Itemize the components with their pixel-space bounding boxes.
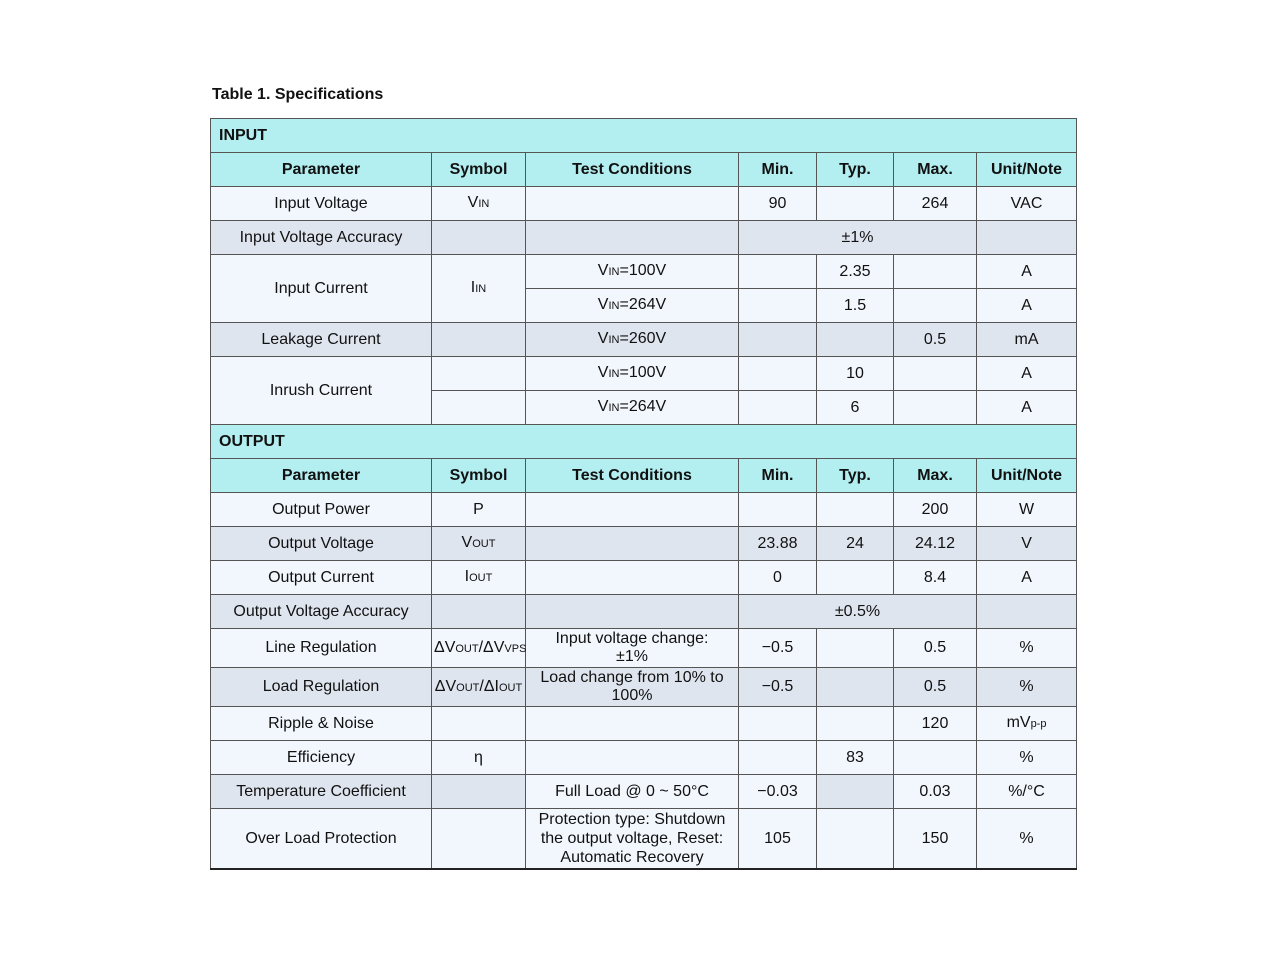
param-cell: Line Regulation xyxy=(211,629,432,668)
unit-text: mV xyxy=(1006,714,1031,731)
col-header-min: Min. xyxy=(739,153,817,187)
symbol-cell: P xyxy=(432,493,526,527)
condition-line: Protection type: Shutdown xyxy=(538,811,726,828)
condition-value: =100V xyxy=(619,262,667,279)
symbol-cell xyxy=(432,221,526,255)
col-header-typ: Typ. xyxy=(817,153,894,187)
output-header-row xyxy=(211,459,1077,493)
max-cell: 0.5 xyxy=(894,629,977,668)
condition-value: =264V xyxy=(619,296,667,313)
col-header-unit: Unit/Note xyxy=(977,459,1077,493)
unit-cell: W xyxy=(977,493,1077,527)
param-cell: Output Voltage xyxy=(211,527,432,561)
min-cell xyxy=(739,255,817,289)
symbol-subscript: IN xyxy=(475,283,487,295)
condition-var: V xyxy=(597,296,609,313)
condition-value: =100V xyxy=(619,364,667,381)
condition-line: Automatic Recovery xyxy=(560,849,704,866)
condition-cell xyxy=(526,668,739,707)
param-cell: Input Current xyxy=(211,255,432,323)
condition-line: ±1% xyxy=(616,648,648,665)
symbol-cell xyxy=(432,629,526,668)
symbol-cell xyxy=(432,255,526,323)
typ-cell xyxy=(817,561,894,595)
min-cell xyxy=(739,707,817,741)
condition-value: =260V xyxy=(619,330,667,347)
table-row xyxy=(211,629,1077,668)
symbol-cell xyxy=(432,357,526,391)
col-header-parameter: Parameter xyxy=(211,153,432,187)
min-cell: 0 xyxy=(739,561,817,595)
table-row xyxy=(211,668,1077,707)
condition-cell xyxy=(526,707,739,741)
unit-cell: A xyxy=(977,357,1077,391)
symbol-subscript: OUT xyxy=(469,572,493,584)
unit-cell: % xyxy=(977,629,1077,668)
param-cell: Efficiency xyxy=(211,741,432,775)
max-cell: 0.5 xyxy=(894,668,977,707)
table-row xyxy=(211,775,1077,809)
condition-cell xyxy=(526,221,739,255)
min-cell: −0.5 xyxy=(739,629,817,668)
param-cell: Leakage Current xyxy=(211,323,432,357)
typ-cell xyxy=(817,493,894,527)
max-cell: 150 xyxy=(894,809,977,870)
symbol-subscript: OUT xyxy=(456,681,480,694)
symbol-cell xyxy=(432,707,526,741)
condition-cell xyxy=(526,527,739,561)
symbol-cell xyxy=(432,187,526,221)
table-row xyxy=(211,221,1077,255)
condition-cell xyxy=(526,323,739,357)
condition-cell xyxy=(526,289,739,323)
unit-cell: A xyxy=(977,391,1077,425)
condition-cell xyxy=(526,391,739,425)
table-caption: Table 1. Specifications xyxy=(212,86,384,103)
unit-cell xyxy=(977,221,1077,255)
min-cell: 90 xyxy=(739,187,817,221)
col-header-symbol: Symbol xyxy=(432,459,526,493)
condition-var: V xyxy=(597,330,609,347)
table-row xyxy=(211,561,1077,595)
unit-cell xyxy=(977,595,1077,629)
param-cell: Over Load Protection xyxy=(211,809,432,870)
symbol-subscript: OUT xyxy=(472,538,496,550)
condition-cell xyxy=(526,357,739,391)
condition-line: Input voltage change: xyxy=(555,630,709,647)
condition-line: the output voltage, Reset: xyxy=(540,830,724,847)
unit-cell xyxy=(977,707,1077,741)
condition-subscript: IN xyxy=(608,334,620,346)
value-cell: ±1% xyxy=(739,221,977,255)
param-cell: Inrush Current xyxy=(211,357,432,425)
condition-subscript: IN xyxy=(608,266,620,278)
specifications-table xyxy=(210,118,1077,870)
typ-cell: 83 xyxy=(817,741,894,775)
table-row xyxy=(211,527,1077,561)
unit-cell: A xyxy=(977,255,1077,289)
condition-cell xyxy=(526,493,739,527)
symbol-subscript: OUT xyxy=(498,681,523,694)
unit-cell: V xyxy=(977,527,1077,561)
col-header-unit: Unit/Note xyxy=(977,153,1077,187)
typ-cell: 6 xyxy=(817,391,894,425)
symbol-cell xyxy=(432,561,526,595)
max-cell: 24.12 xyxy=(894,527,977,561)
input-section-row xyxy=(211,119,1077,153)
symbol-subscript: OUT xyxy=(455,642,479,655)
unit-cell: % xyxy=(977,668,1077,707)
condition-value: =264V xyxy=(619,398,667,415)
condition-var: V xyxy=(597,262,609,279)
condition-line: 100% xyxy=(611,687,653,704)
min-cell xyxy=(739,493,817,527)
symbol-text: V xyxy=(467,194,479,211)
condition-cell: Full Load @ 0 ~ 50°C xyxy=(526,775,739,809)
table-row xyxy=(211,595,1077,629)
typ-cell xyxy=(817,775,894,809)
col-header-typ: Typ. xyxy=(817,459,894,493)
condition-cell xyxy=(526,629,739,668)
min-cell xyxy=(739,323,817,357)
max-cell xyxy=(894,289,977,323)
min-cell: 105 xyxy=(739,809,817,870)
min-cell xyxy=(739,289,817,323)
condition-subscript: IN xyxy=(608,402,620,414)
min-cell: −0.03 xyxy=(739,775,817,809)
symbol-cell: η xyxy=(432,741,526,775)
col-header-max: Max. xyxy=(894,459,977,493)
symbol-text: I xyxy=(464,568,470,585)
symbol-cell xyxy=(432,323,526,357)
condition-var: V xyxy=(597,364,609,381)
max-cell: 264 xyxy=(894,187,977,221)
symbol-cell xyxy=(432,595,526,629)
table-row xyxy=(211,323,1077,357)
min-cell xyxy=(739,741,817,775)
symbol-subscript: VPS xyxy=(504,642,527,655)
param-cell: Output Current xyxy=(211,561,432,595)
table-row xyxy=(211,493,1077,527)
param-cell: Output Voltage Accuracy xyxy=(211,595,432,629)
symbol-text: ΔV xyxy=(434,638,456,656)
table-row xyxy=(211,741,1077,775)
symbol-text: /ΔI xyxy=(479,677,499,695)
max-cell xyxy=(894,357,977,391)
table-row xyxy=(211,255,1077,289)
param-cell: Input Voltage xyxy=(211,187,432,221)
condition-line: Load change from 10% to xyxy=(540,669,724,686)
unit-cell: % xyxy=(977,809,1077,870)
typ-cell: 1.5 xyxy=(817,289,894,323)
unit-cell: mA xyxy=(977,323,1077,357)
symbol-cell xyxy=(432,809,526,870)
param-cell: Load Regulation xyxy=(211,668,432,707)
symbol-cell xyxy=(432,527,526,561)
unit-cell: A xyxy=(977,289,1077,323)
unit-cell: % xyxy=(977,741,1077,775)
max-cell: 0.03 xyxy=(894,775,977,809)
symbol-text: V xyxy=(461,534,473,551)
unit-cell: VAC xyxy=(977,187,1077,221)
max-cell xyxy=(894,741,977,775)
col-header-min: Min. xyxy=(739,459,817,493)
table-row xyxy=(211,707,1077,741)
max-cell xyxy=(894,391,977,425)
unit-cell: A xyxy=(977,561,1077,595)
typ-cell: 10 xyxy=(817,357,894,391)
condition-var: V xyxy=(597,398,609,415)
condition-cell xyxy=(526,809,739,870)
typ-cell xyxy=(817,187,894,221)
col-header-symbol: Symbol xyxy=(432,153,526,187)
input-header-row xyxy=(211,153,1077,187)
output-section-title: OUTPUT xyxy=(211,425,1077,459)
min-cell xyxy=(739,391,817,425)
max-cell: 8.4 xyxy=(894,561,977,595)
condition-subscript: IN xyxy=(608,300,620,312)
min-cell: 23.88 xyxy=(739,527,817,561)
typ-cell xyxy=(817,323,894,357)
typ-cell xyxy=(817,668,894,707)
symbol-text: I xyxy=(470,279,476,296)
value-cell: ±0.5% xyxy=(739,595,977,629)
typ-cell: 2.35 xyxy=(817,255,894,289)
typ-cell xyxy=(817,809,894,870)
condition-cell xyxy=(526,741,739,775)
unit-subscript: p-p xyxy=(1030,718,1047,730)
condition-cell xyxy=(526,561,739,595)
param-cell: Temperature Coefficient xyxy=(211,775,432,809)
condition-cell xyxy=(526,595,739,629)
param-cell: Input Voltage Accuracy xyxy=(211,221,432,255)
col-header-test-conditions: Test Conditions xyxy=(526,459,739,493)
table-row xyxy=(211,357,1077,391)
table-row xyxy=(211,187,1077,221)
output-section-row xyxy=(211,425,1077,459)
table-row xyxy=(211,809,1077,870)
param-cell: Output Power xyxy=(211,493,432,527)
max-cell: 0.5 xyxy=(894,323,977,357)
symbol-subscript: IN xyxy=(478,198,490,210)
col-header-max: Max. xyxy=(894,153,977,187)
max-cell: 200 xyxy=(894,493,977,527)
condition-cell xyxy=(526,187,739,221)
input-section-title: INPUT xyxy=(211,119,1077,153)
col-header-test-conditions: Test Conditions xyxy=(526,153,739,187)
unit-cell: %/°C xyxy=(977,775,1077,809)
condition-subscript: IN xyxy=(608,368,620,380)
param-cell: Ripple & Noise xyxy=(211,707,432,741)
symbol-cell xyxy=(432,775,526,809)
typ-cell xyxy=(817,707,894,741)
max-cell xyxy=(894,255,977,289)
col-header-parameter: Parameter xyxy=(211,459,432,493)
symbol-cell xyxy=(432,391,526,425)
min-cell xyxy=(739,357,817,391)
typ-cell xyxy=(817,629,894,668)
min-cell: −0.5 xyxy=(739,668,817,707)
condition-cell xyxy=(526,255,739,289)
typ-cell: 24 xyxy=(817,527,894,561)
symbol-text: ΔV xyxy=(434,677,457,695)
max-cell: 120 xyxy=(894,707,977,741)
symbol-cell xyxy=(432,668,526,707)
symbol-text: /ΔV xyxy=(478,638,505,656)
